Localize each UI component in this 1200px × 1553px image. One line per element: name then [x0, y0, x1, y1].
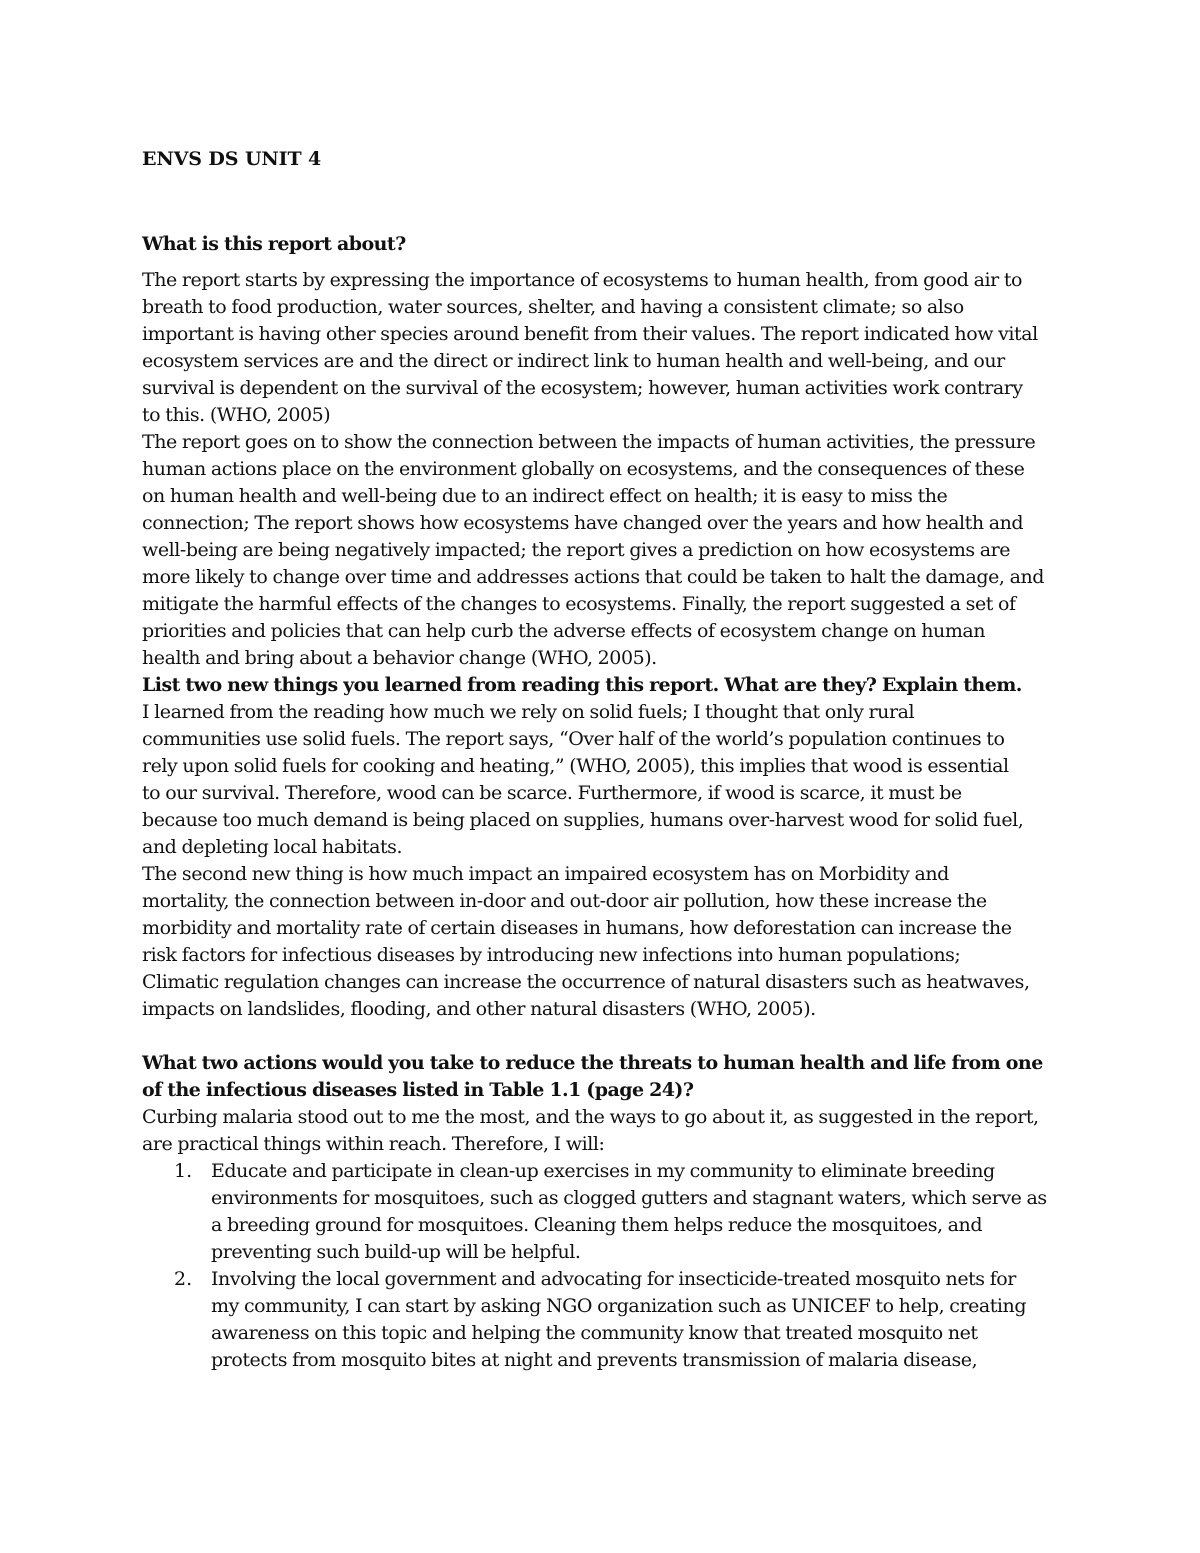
paragraph-line: survival is dependent on the survival of the ecosystem; however, human activities work contrary — [142, 377, 1023, 399]
paragraph-line: impacts on landslides, flooding, and other natural disasters (WHO, 2005). — [142, 998, 816, 1020]
section-two-actions — [142, 1050, 1072, 1374]
list-item — [142, 1266, 1072, 1374]
paragraph-line: health and bring about a behavior change (WHO, 2005). — [142, 647, 657, 669]
question-heading-line: of the infectious diseases listed in Table 1.1 (page 24)? — [142, 1079, 694, 1101]
list-item-line: Involving the local government and advocating for insecticide-treated mosquito nets for — [211, 1268, 1016, 1290]
paragraph-line: Curbing malaria stood out to me the most, and the ways to go about it, as suggested in the report, — [142, 1106, 1039, 1128]
paragraph-line: to our survival. Therefore, wood can be scarce. Furthermore, if wood is scarce, it must be — [142, 782, 962, 804]
question-heading: List two new things you learned from reading this report. What are they? Explain them. — [142, 674, 1022, 696]
list-item-line: a breeding ground for mosquitoes. Cleaning them helps reduce the mosquitoes, and — [211, 1214, 983, 1236]
paragraph-line: morbidity and mortality rate of certain diseases in humans, how deforestation can increase the — [142, 917, 1012, 939]
list-item-line: preventing such build-up will be helpful. — [211, 1241, 581, 1263]
list-item-line: Educate and participate in clean-up exercises in my community to eliminate breeding — [211, 1160, 995, 1182]
list-number: 2. — [174, 1268, 193, 1290]
paragraph — [142, 861, 1072, 1023]
paragraph-line: and depleting local habitats. — [142, 836, 403, 858]
paragraph-line: ecosystem services are and the direct or indirect link to human health and well-being, and our — [142, 350, 1005, 372]
section-new-things — [142, 672, 1072, 1023]
paragraph-line: I learned from the reading how much we rely on solid fuels; I thought that only rural — [142, 701, 915, 723]
paragraph-line: breath to food production, water sources, shelter, and having a consistent climate; so also — [142, 296, 964, 318]
paragraph-line: more likely to change over time and addresses actions that could be taken to halt the damage, and — [142, 566, 1044, 588]
paragraph-line: to this. (WHO, 2005) — [142, 404, 331, 426]
paragraph-line: because too much demand is being placed on supplies, humans over-harvest wood for solid fuel, — [142, 809, 1024, 831]
paragraph-line: connection; The report shows how ecosystems have changed over the years and how health and — [142, 512, 1024, 534]
paragraph-line: communities use solid fuels. The report says, “Over half of the world’s population continues to — [142, 728, 1005, 750]
list-item-line: protects from mosquito bites at night and prevents transmission of malaria disease, — [211, 1349, 978, 1371]
paragraph — [142, 429, 1072, 672]
paragraph-line: important is having other species around benefit from their values. The report indicated how vital — [142, 323, 1038, 345]
paragraph-line: Climatic regulation changes can increase the occurrence of natural disasters such as heatwaves, — [142, 971, 1030, 993]
paragraph-line: risk factors for infectious diseases by introducing new infections into human populations; — [142, 944, 961, 966]
section-report-about — [142, 231, 1072, 1374]
list-item — [142, 1158, 1072, 1266]
list-item-line: environments for mosquitoes, such as clogged gutters and stagnant waters, which serve as — [211, 1187, 1047, 1209]
list-item-line: my community, I can start by asking NGO organization such as UNICEF to help, creating — [211, 1295, 1027, 1317]
paragraph-line: are practical things within reach. Therefore, I will: — [142, 1133, 605, 1155]
paragraph — [142, 699, 1072, 861]
paragraph-line: The report goes on to show the connection between the impacts of human activities, the pressure — [142, 431, 1036, 453]
document-title: ENVS DS UNIT 4 — [142, 148, 322, 170]
paragraph-line: human actions place on the environment globally on ecosystems, and the consequences of these — [142, 458, 1025, 480]
question-heading: What is this report about? — [142, 233, 406, 255]
paragraph-line: priorities and policies that can help curb the adverse effects of ecosystem change on human — [142, 620, 986, 642]
paragraph-line: The second new thing is how much impact an impaired ecosystem has on Morbidity and — [142, 863, 949, 885]
paragraph-line: mortality, the connection between in-door and out-door air pollution, how these increase the — [142, 890, 987, 912]
paragraph-line: mitigate the harmful effects of the changes to ecosystems. Finally, the report suggested a set of — [142, 593, 1016, 615]
question-heading-line: What two actions would you take to reduce the threats to human health and life from one — [142, 1052, 1043, 1074]
list-item-line: awareness on this topic and helping the community know that treated mosquito net — [211, 1322, 978, 1344]
paragraph — [142, 267, 1072, 429]
paragraph-line: The report starts by expressing the importance of ecosystems to human health, from good air to — [142, 269, 1023, 291]
paragraph-line: rely upon solid fuels for cooking and heating,” (WHO, 2005), this implies that wood is essential — [142, 755, 1009, 777]
paragraph-line: on human health and well-being due to an indirect effect on health; it is easy to miss the — [142, 485, 948, 507]
paragraph-line: well-being are being negatively impacted; the report gives a prediction on how ecosystems are — [142, 539, 1011, 561]
list-number: 1. — [174, 1160, 193, 1182]
